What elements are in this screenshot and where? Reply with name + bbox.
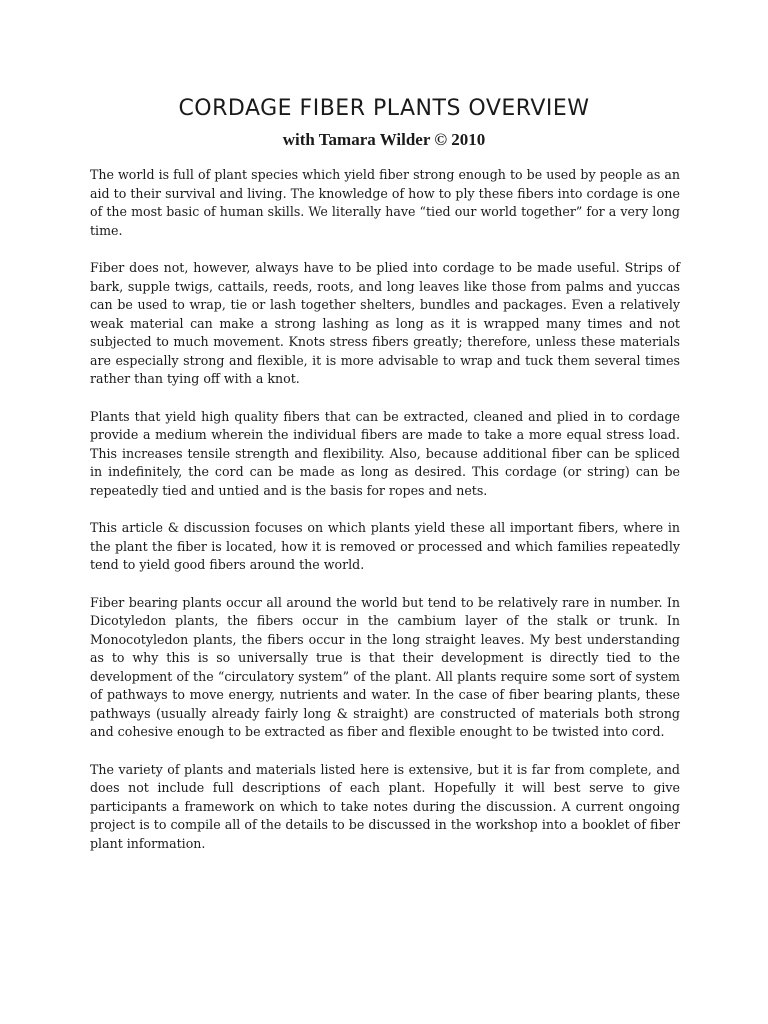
paragraph: Fiber bearing plants occur all around the world but tend to be relatively rare in number. In Dicotyledon plants, the fibers occur in the cambium layer of the stalk or trunk. In Monocotyledon plants, the fibers occur in the long straight leaves. My best understanding as to why this is so universally true is that their development is directly tied to the development of the “circulatory system” of the plant. All plants require some sort of system of pathways to move energy, nutrients and water. In the case of fiber bearing plants, these pathways (usually already fairly long & straight) are constructed of materials both strong and cohesive enough to be extracted as fiber and flexible enought to be twisted into cord. bbox=[90, 594, 680, 739]
paragraph: This article & discussion focuses on which plants yield these all important fibers, where in the plant the fiber is located, how it is removed or processed and which families repeatedly tend to yield good fibers around the world. bbox=[90, 520, 680, 572]
body-text bbox=[90, 166, 680, 872]
paragraph: The variety of plants and materials listed here is extensive, but it is far from complete, and does not include full descriptions of each plant. Hopefully it will best serve to give participants a framework on which to take notes during the discussion. A current ongoing project is to compile all of the details to be discussed in the workshop into a booklet of fiber plant information. bbox=[90, 761, 680, 851]
paragraph: Fiber does not, however, always have to be plied into cordage to be made useful. Strips of bark, supple twigs, cattails, reeds, roots, and long leaves like those from palms and yuccas can be used to wrap, tie or lash together shelters, bundles and packages. Even a relatively weak material can make a strong lashing as long as it is wrapped many times and not subjected to much movement. Knots stress fibers greatly; therefore, unless these materials are especially strong and flexible, it is more advisable to wrap and tuck them several times rather than tying off with a knot. bbox=[90, 260, 680, 386]
page-title: CORDAGE FIBER PLANTS OVERVIEW bbox=[178, 96, 590, 121]
paragraph: The world is full of plant species which yield fiber strong enough to be used by people as an aid to their survival and living. The knowledge of how to ply these fibers into cordage is one of the most basic of human skills. We literally have “tied our world together” for a very long time. bbox=[90, 167, 680, 238]
author-byline: with Tamara Wilder © 2010 bbox=[282, 130, 486, 149]
paragraph: Plants that yield high quality fibers that can be extracted, cleaned and plied in to cordage provide a medium wherein the individual fibers are made to take a more equal stress load. This increases tensile strength and flexibility. Also, because additional fiber can be spliced in indefinitely, the cord can be made as long as desired. This cordage (or string) can be repeatedly tied and untied and is the basis for ropes and nets. bbox=[90, 408, 680, 498]
